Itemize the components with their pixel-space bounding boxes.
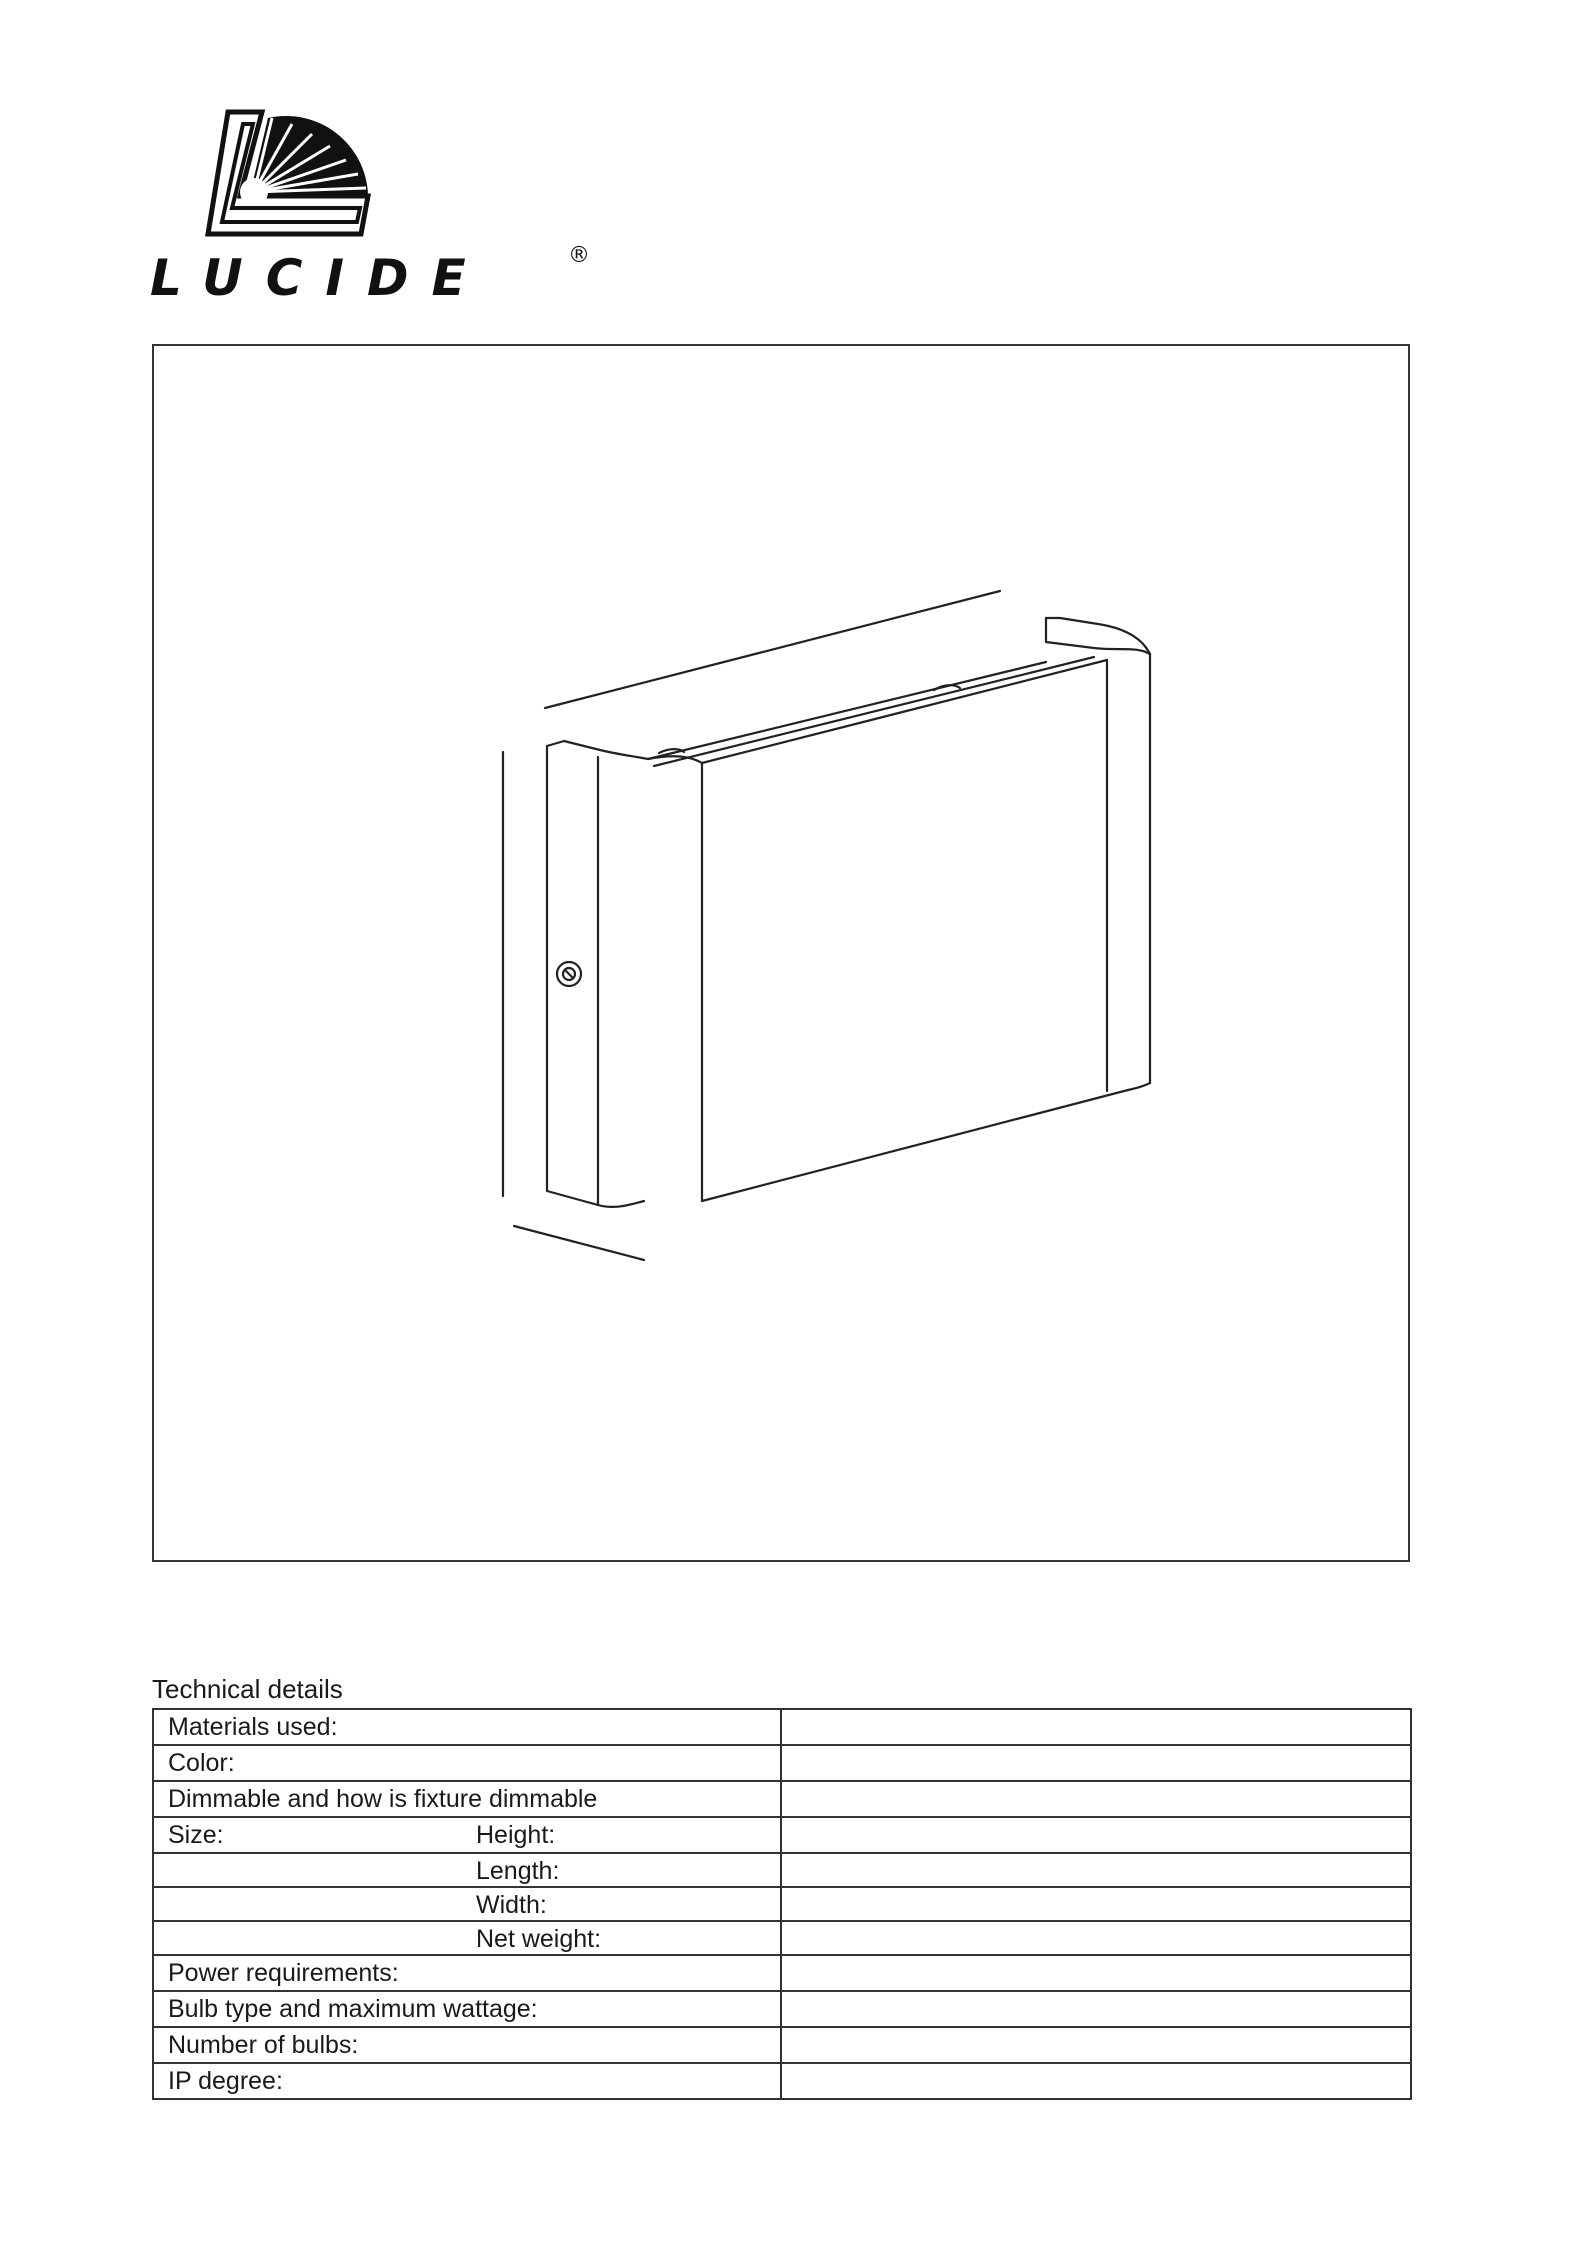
brand-wordmark: LUCIDE [150, 249, 489, 307]
row-label: Power requirements: [153, 1955, 781, 1991]
lucide-sunburst-l-logo-icon [150, 108, 390, 238]
table-row [153, 1921, 1411, 1955]
row-label-cell [153, 1921, 781, 1955]
row-label: IP degree: [153, 2063, 781, 2099]
row-value [781, 1921, 1411, 1955]
row-value [781, 1709, 1411, 1745]
row-label: Dimmable and how is fixture dimmable [153, 1781, 781, 1817]
product-drawing-frame [152, 344, 1410, 1562]
row-label: Size: [168, 1821, 224, 1849]
row-label: Number of bulbs: [153, 2027, 781, 2063]
table-row [153, 2063, 1411, 2099]
row-value [781, 1781, 1411, 1817]
row-label: Bulb type and maximum wattage: [153, 1991, 781, 2027]
wall-light-line-drawing-icon [154, 346, 1412, 1564]
table-row [153, 1887, 1411, 1921]
table-row [153, 1817, 1411, 1853]
row-value [781, 2063, 1411, 2099]
technical-details-title: Technical details [152, 1674, 343, 1704]
table-row [153, 1853, 1411, 1887]
row-value [781, 1745, 1411, 1781]
row-label: Color: [153, 1745, 781, 1781]
registered-mark: ® [568, 243, 590, 268]
row-label-cell [153, 1853, 781, 1887]
row-value [781, 1991, 1411, 2027]
table-row [153, 1709, 1411, 1745]
row-value [781, 1817, 1411, 1853]
brand-logo [150, 108, 590, 308]
row-label-cell [153, 1817, 781, 1853]
row-sub-label: Height: [476, 1821, 556, 1849]
row-value [781, 2027, 1411, 2063]
row-label-cell [153, 1887, 781, 1921]
technical-details-table [152, 1708, 1412, 2100]
table-row [153, 1991, 1411, 2027]
table-row [153, 1781, 1411, 1817]
table-row [153, 1955, 1411, 1991]
row-sub-label: Width: [476, 1891, 547, 1919]
row-value [781, 1955, 1411, 1991]
row-value [781, 1853, 1411, 1887]
table-row [153, 2027, 1411, 2063]
row-label: Materials used: [153, 1709, 781, 1745]
row-value [781, 1887, 1411, 1921]
table-row [153, 1745, 1411, 1781]
row-sub-label: Net weight: [476, 1925, 602, 1953]
row-sub-label: Length: [476, 1857, 560, 1885]
